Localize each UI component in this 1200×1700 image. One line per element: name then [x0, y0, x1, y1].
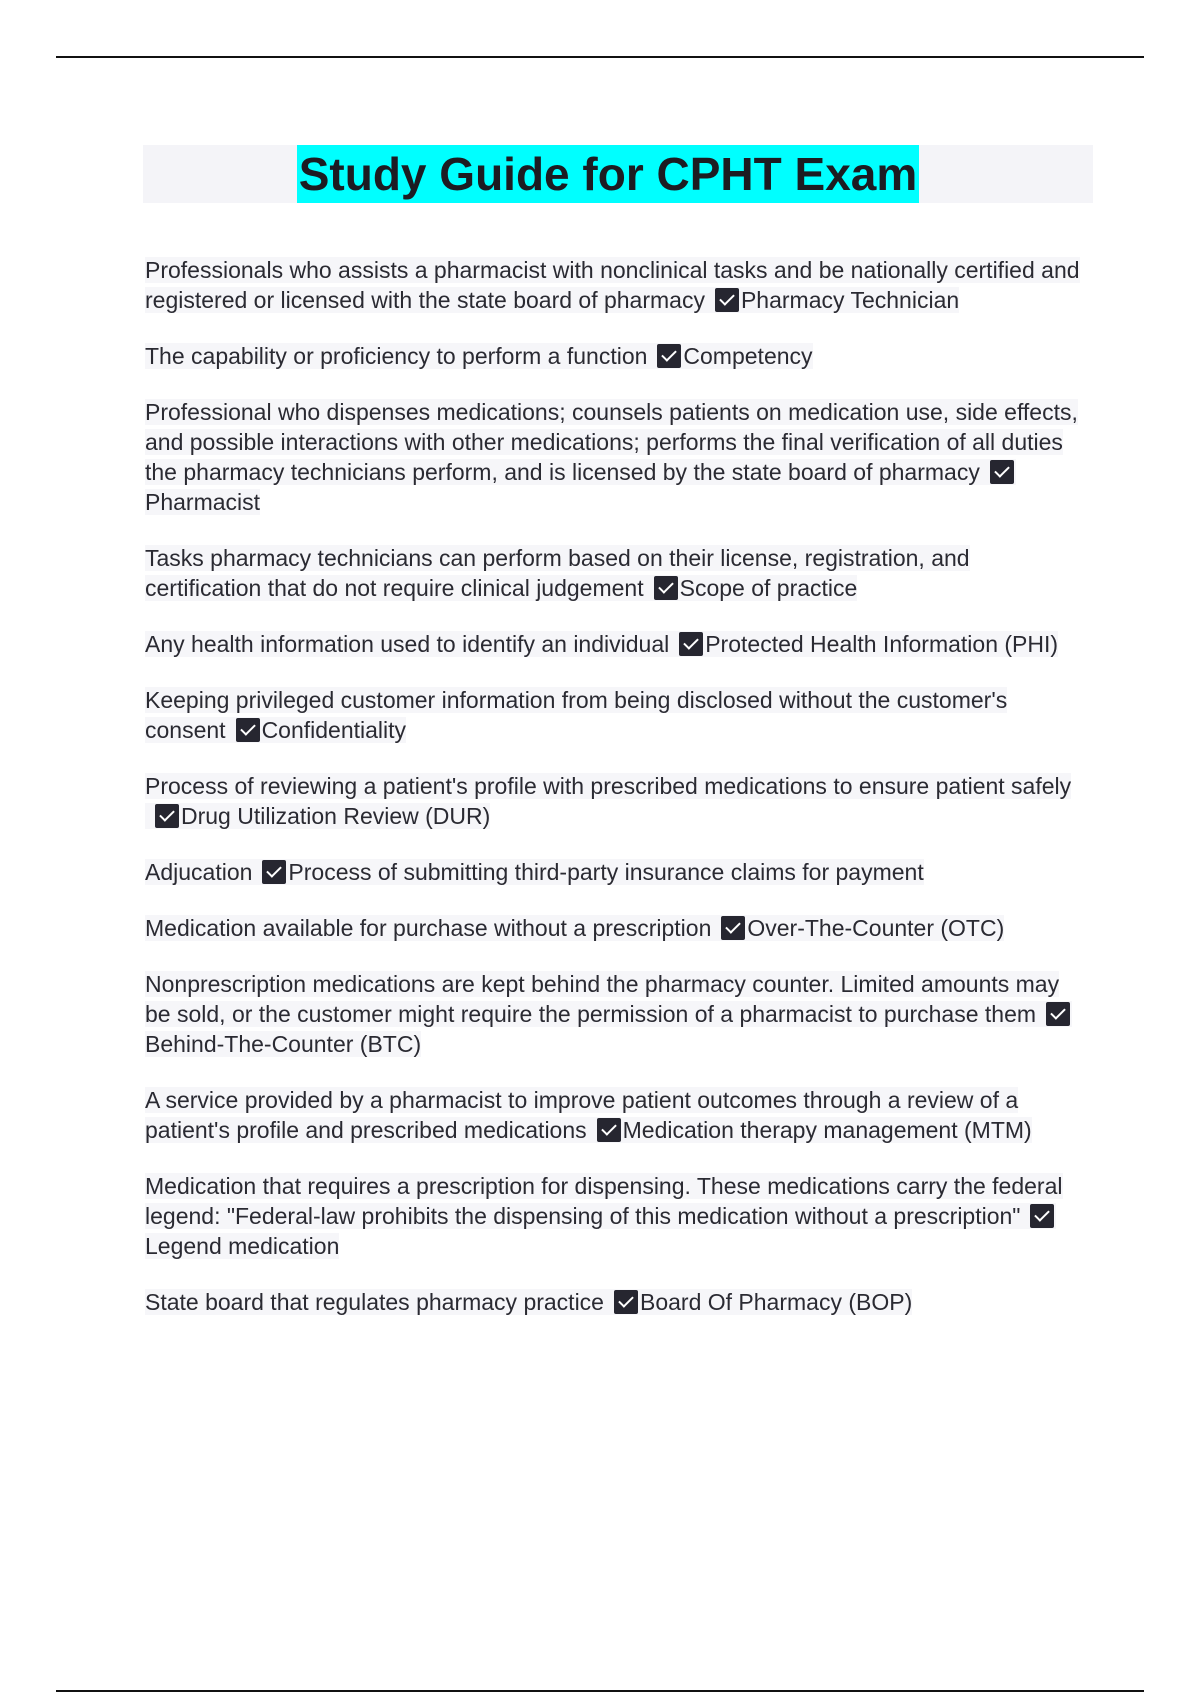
question-text: Process of reviewing a patient's profile with prescribed medications to ensure patient safely: [145, 773, 1072, 799]
answer-text: Over-The-Counter (OTC): [747, 915, 1005, 941]
qa-item: [145, 857, 1085, 887]
qa-item: [145, 255, 1085, 315]
check-box-icon: [657, 344, 681, 368]
qa-item: [145, 685, 1085, 745]
qa-list: [145, 255, 1085, 1343]
bottom-rule: [56, 1690, 1144, 1692]
check-box-icon: [597, 1118, 621, 1142]
question-text: Tasks pharmacy technicians can perform based on their license, registration, and certification that do not require clinical judgement: [145, 545, 970, 601]
qa-item: [145, 397, 1085, 517]
qa-item: [145, 341, 1085, 371]
check-box-icon: [1046, 1002, 1070, 1026]
check-box-icon: [155, 804, 179, 828]
qa-item: [145, 1085, 1085, 1145]
check-box-icon: [654, 576, 678, 600]
qa-item: [145, 771, 1085, 831]
question-text: Medication that requires a prescription for dispensing. These medications carry the federal legend: "Federal-law prohibits the dispensing of this medication without a prescription": [145, 1173, 1063, 1229]
check-box-icon: [262, 860, 286, 884]
qa-item: [145, 969, 1085, 1059]
answer-text: Drug Utilization Review (DUR): [181, 803, 491, 829]
question-text: Adjucation: [145, 859, 253, 885]
answer-text: Confidentiality: [261, 717, 407, 743]
question-text: Professional who dispenses medications; counsels patients on medication use, side effects, and possible interactions with other medications; performs the final verification of all duties the pharmacy technicians perform, and is licensed by the state board of pharmacy: [145, 399, 1078, 485]
question-text: A service provided by a pharmacist to improve patient outcomes through a review of a patient's profile and prescribed medications: [145, 1087, 1019, 1143]
answer-text: Pharmacist: [145, 489, 261, 515]
qa-item: [145, 1171, 1085, 1261]
answer-text: Legend medication: [145, 1233, 340, 1259]
question-text: Medication available for purchase without a prescription: [145, 915, 712, 941]
answer-text: Pharmacy Technician: [740, 287, 960, 313]
check-box-icon: [1030, 1204, 1054, 1228]
check-box-icon: [679, 632, 703, 656]
answer-text: Behind-The-Counter (BTC): [145, 1031, 422, 1057]
qa-item: [145, 913, 1085, 943]
question-text: State board that regulates pharmacy practice: [145, 1289, 604, 1315]
check-box-icon: [721, 916, 745, 940]
page-title: Study Guide for CPHT Exam: [297, 145, 920, 203]
check-box-icon: [614, 1290, 638, 1314]
check-box-icon: [236, 718, 260, 742]
qa-item: [145, 1287, 1085, 1317]
question-text: Any health information used to identify an individual: [145, 631, 670, 657]
answer-text: Protected Health Information (PHI): [705, 631, 1059, 657]
qa-item: [145, 629, 1085, 659]
title-band: [143, 145, 1093, 203]
check-box-icon: [715, 288, 739, 312]
question-text: Professionals who assists a pharmacist with nonclinical tasks and be nationally certified and registered or licensed with the state board of pharmacy: [145, 257, 1080, 313]
answer-text: Board Of Pharmacy (BOP): [639, 1289, 913, 1315]
question-text: The capability or proficiency to perform a function: [145, 343, 648, 369]
question-text: Keeping privileged customer information from being disclosed without the customer's consent: [145, 687, 1008, 743]
answer-text: Process of submitting third-party insurance claims for payment: [288, 859, 924, 885]
question-text: Nonprescription medications are kept behind the pharmacy counter. Limited amounts may be sold, or the customer might require the permission of a pharmacist to purchase them: [145, 971, 1060, 1027]
check-box-icon: [990, 460, 1014, 484]
answer-text: Competency: [683, 343, 813, 369]
qa-item: [145, 543, 1085, 603]
answer-text: Medication therapy management (MTM): [622, 1117, 1032, 1143]
top-rule: [56, 56, 1144, 58]
answer-text: Scope of practice: [679, 575, 858, 601]
